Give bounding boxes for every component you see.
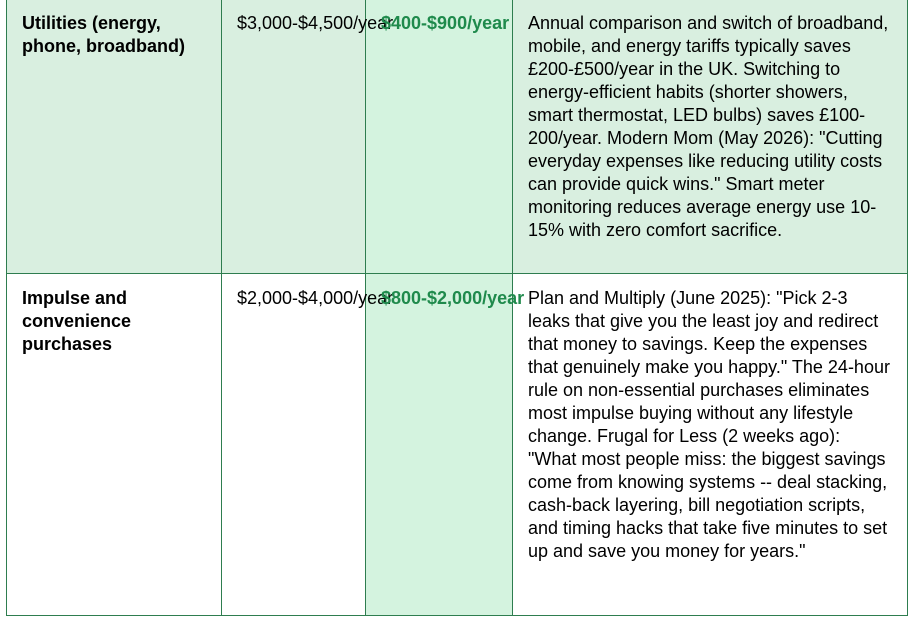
category-cell: Impulse and convenience purchases [7,274,222,616]
savings-cell: $800-$2,000/year [366,274,513,616]
category-cell: Utilities (energy, phone, broadband) [7,0,222,274]
savings-table [6,0,908,616]
table-row [7,0,908,274]
savings-cell: $400-$900/year [366,0,513,274]
notes-cell: Plan and Multiply (June 2025): "Pick 2-3 leaks that give you the least joy and redirect that money to savings. Keep the expenses that genuinely make you happy." The 24-hour rule on non-essential purchases eliminates most impulse buying without any lifestyle change. Frugal for Less (2 weeks ago): "What most people miss: the biggest savings come from knowing systems -- deal stacking, cash-back layering, bill negotiation scripts, and timing hacks that take five minutes to set up and save you money for years." [513,274,908,616]
table-row [7,274,908,616]
current-cost-cell: $2,000-$4,000/year [222,274,366,616]
current-cost-cell: $3,000-$4,500/year [222,0,366,274]
notes-cell: Annual comparison and switch of broadband, mobile, and energy tariffs typically saves £200-£500/year in the UK. Switching to energy-efficient habits (shorter showers, smart thermostat, LED bulbs) saves £100-200/year. Modern Mom (May 2026): "Cutting everyday expenses like reducing utility costs can provide quick wins." Smart meter monitoring reduces average energy use 10-15% with zero comfort sacrifice. [513,0,908,274]
